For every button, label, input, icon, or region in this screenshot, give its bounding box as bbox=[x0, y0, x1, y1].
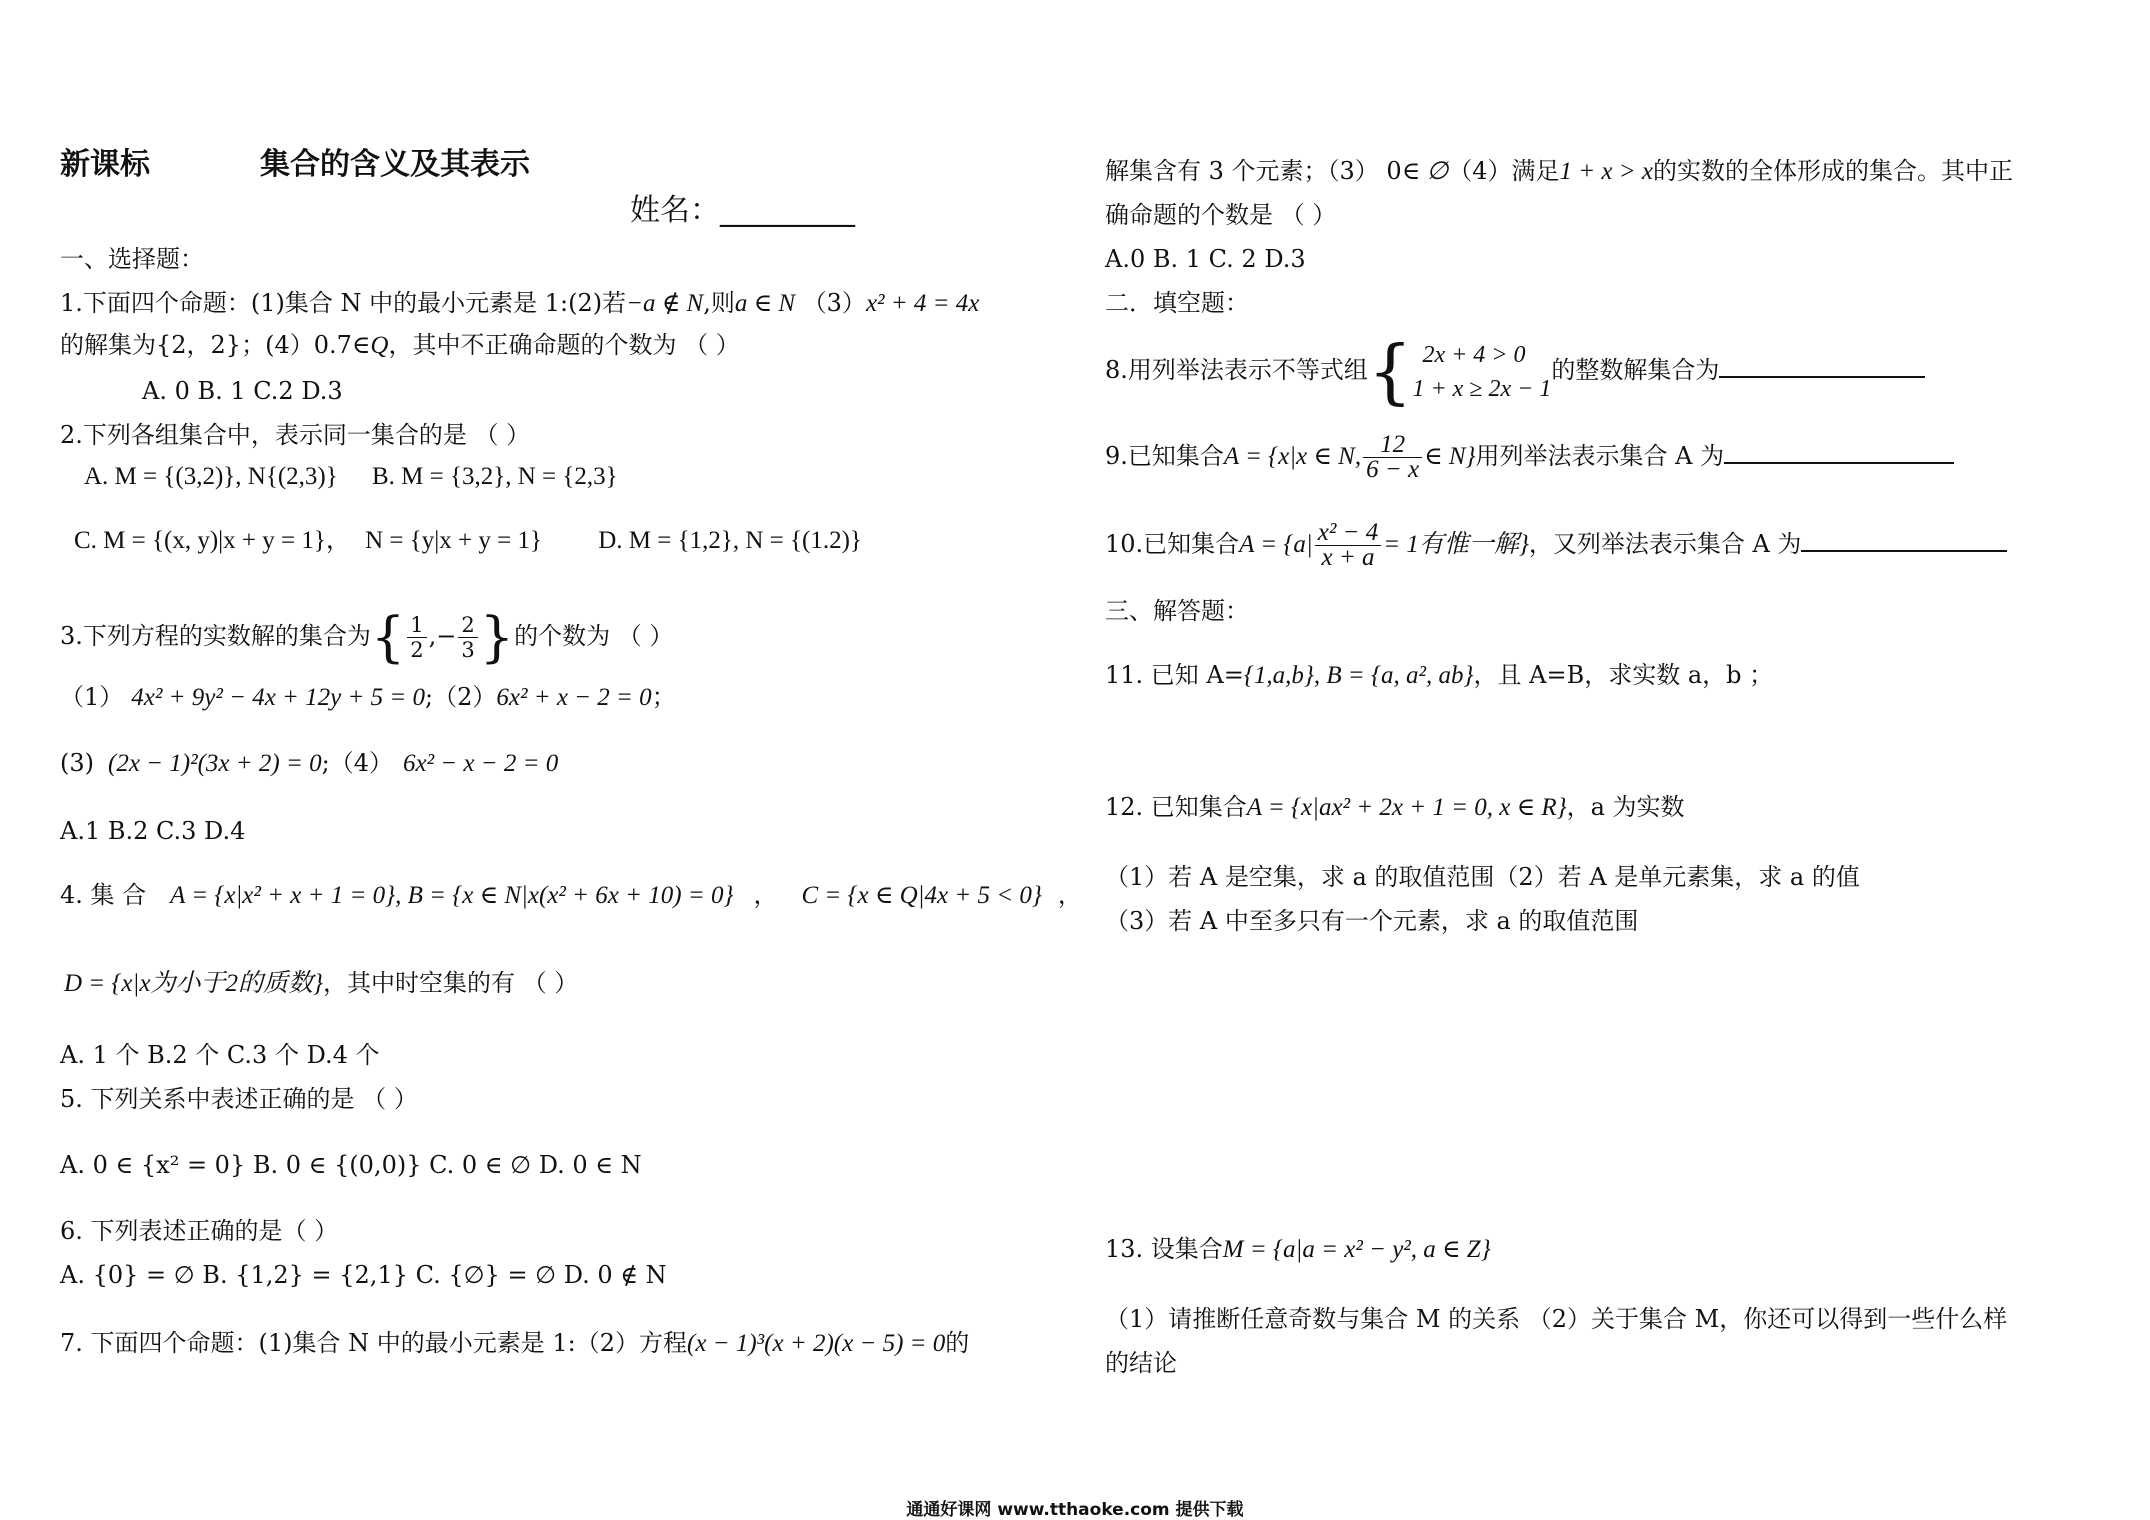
q10-text: ，又列举法表示集合 A 为 bbox=[1528, 530, 1802, 558]
q2-opt-d-text: D. M = {1,2}, N = {(1.2)} bbox=[598, 527, 862, 554]
q2-opt-c-text: C. M = {(x, y)|x + y = 1}， bbox=[74, 527, 351, 554]
q3-eq: 4x² + 9y² − 4x + 12y + 5 = 0 bbox=[131, 684, 426, 711]
q10-set: = 1有惟一解} bbox=[1383, 531, 1529, 558]
q7-line1 bbox=[60, 1328, 969, 1359]
q10-frac bbox=[1315, 521, 1381, 570]
q12-text: 12. 已知集合 bbox=[1105, 793, 1247, 821]
q1-text: ，其中不正确命题的个数为 （ ） bbox=[388, 331, 740, 359]
q11-line bbox=[1105, 660, 1773, 691]
q8-ineq: 2x + 4 > 0 bbox=[1422, 341, 1526, 368]
left-brace: { bbox=[1367, 330, 1413, 413]
q3-label: ； bbox=[651, 683, 676, 711]
q12-sub1: （1）若 A 是空集，求 a 的取值范围（2）若 A 是单元素集，求 a 的值 bbox=[1105, 863, 1860, 891]
q13-sub1: （1）请推断任意奇数与集合 M 的关系 （2）关于集合 M，你还可以得到一些什么样 bbox=[1105, 1305, 2008, 1333]
q10-line bbox=[1105, 508, 2007, 580]
q3-eq: (2x − 1)²(3x + 2) = 0 bbox=[108, 750, 322, 777]
q1-line2 bbox=[60, 330, 740, 361]
frac-den: 3 bbox=[461, 638, 475, 662]
q4-set: D = {x|x为小于2的质数} bbox=[64, 970, 323, 997]
frac-num: 2 bbox=[458, 613, 477, 638]
q3-text: 3.下列方程的实数解的集合为 bbox=[60, 622, 371, 650]
q7-line3: 确命题的个数是 （ ） bbox=[1105, 201, 1337, 229]
q6-options: A. {0} = ∅ B. {1,2} = {2,1} C. {∅} = ∅ D. 0 ∉ N bbox=[60, 1261, 667, 1289]
frac-den: 2 bbox=[410, 638, 424, 662]
q1-text: 的解集为{2，2}；(4）0.7 bbox=[60, 331, 352, 359]
q7-text: 的实数的全体形成的集合。其中正 bbox=[1652, 157, 2013, 185]
q13-text: 13. 设集合 bbox=[1105, 1235, 1223, 1263]
q7-math: 1 + x > x bbox=[1559, 158, 1653, 185]
q12-line bbox=[1105, 792, 1685, 823]
q9-text: 用列举法表示集合 A 为 bbox=[1475, 442, 1725, 470]
q3-eq: 6x² − x − 2 = 0 bbox=[402, 750, 559, 777]
q4-stem-2 bbox=[64, 968, 578, 999]
q4-text: 4. 集 合 bbox=[60, 881, 147, 909]
left-brace: { bbox=[370, 605, 406, 669]
right-brace: } bbox=[479, 605, 515, 669]
q3-eq: 6x² + x − 2 = 0 bbox=[496, 684, 652, 711]
q1-math: ∈Q bbox=[351, 332, 389, 359]
section1-heading: 一、选择题： bbox=[60, 245, 204, 273]
q8-system bbox=[1412, 338, 1551, 406]
q10-set: A = {a| bbox=[1239, 531, 1313, 558]
frac-num: 12 bbox=[1363, 433, 1422, 458]
q9-text: 9.已知集合 bbox=[1105, 442, 1224, 470]
q4-text: ， bbox=[753, 881, 778, 909]
frac-num: 1 bbox=[407, 613, 426, 638]
q5-stem: 5. 下列关系中表述正确的是 （ ） bbox=[60, 1085, 418, 1113]
q3-eqs-2 bbox=[60, 748, 558, 779]
q10-answer-blank[interactable] bbox=[1801, 520, 2007, 552]
q2-option-c bbox=[74, 526, 862, 556]
q8-text: 的整数解集合为 bbox=[1551, 356, 1720, 384]
name-line bbox=[630, 193, 855, 228]
q12-sub2: （3）若 A 中至多只有一个元素，求 a 的取值范围 bbox=[1105, 907, 1639, 935]
q13-line bbox=[1105, 1234, 1491, 1265]
q2-option-a bbox=[84, 462, 618, 492]
q7-options: A.0 B. 1 C. 2 D.3 bbox=[1105, 245, 1306, 273]
q3-label: ;（4） bbox=[321, 749, 393, 777]
page-footer: 通通好课网 www.tthaoke.com 提供下载 bbox=[906, 1500, 1244, 1520]
q3-eqs-1 bbox=[60, 682, 676, 713]
q10-text: 10.已知集合 bbox=[1105, 530, 1240, 558]
q2-opt-b-text: B. M = {3,2}, N = {2,3} bbox=[372, 463, 618, 490]
q3-sep: ,− bbox=[428, 622, 457, 650]
q3-options: A.1 B.2 C.3 D.4 bbox=[60, 817, 246, 845]
course-label: 新课标 bbox=[60, 147, 150, 182]
q1-text: 1.下面四个命题：(1)集合 N 中的最小元素是 1:(2)若 bbox=[60, 289, 627, 317]
q3-frac2 bbox=[458, 613, 477, 662]
q1-math: a ∈ N bbox=[734, 290, 796, 317]
q8-ineq: 1 + x ≥ 2x − 1 bbox=[1412, 375, 1552, 402]
section3-heading: 三、解答题： bbox=[1105, 597, 1249, 625]
q7-text: 解集含有 3 个元素；（3） 0 bbox=[1105, 157, 1402, 185]
q11-set: {1,a,b}, B = {a, a², ab} bbox=[1243, 662, 1474, 689]
q3-label: (3) bbox=[60, 749, 94, 777]
q3-stem bbox=[60, 605, 674, 669]
q5-options: A. 0 ∈ {x² = 0} B. 0 ∈ {(0,0)} C. 0 ∈ ∅ D. 0 ∈ N bbox=[60, 1151, 642, 1179]
q4-options: A. 1 个 B.2 个 C.3 个 D.4 个 bbox=[60, 1041, 380, 1069]
q12-set: A = {x|ax² + 2x + 1 = 0, x ∈ R} bbox=[1246, 794, 1567, 821]
page-title: 集合的含义及其表示 bbox=[260, 147, 530, 182]
q1-text: （3） bbox=[795, 289, 866, 317]
q7-math: (x − 1)³(x + 2)(x − 5) = 0 bbox=[687, 1330, 946, 1357]
q2-opt-c2-text: N = {y|x + y = 1} bbox=[365, 527, 542, 554]
q13-set: M = {a|a = x² − y², a ∈ Z} bbox=[1222, 1236, 1491, 1263]
q12-text: ，a 为实数 bbox=[1566, 793, 1685, 821]
q13-sub2: 的结论 bbox=[1105, 1349, 1177, 1377]
q8-line bbox=[1105, 330, 1925, 413]
q1-math: −a ∉ N bbox=[626, 290, 704, 317]
q6-stem: 6. 下列表述正确的是（ ） bbox=[60, 1217, 339, 1245]
q9-set: ∈ N} bbox=[1424, 443, 1476, 470]
q4-set: C = {x ∈ Q|4x + 5 < 0} bbox=[801, 882, 1042, 909]
q3-label: （1） bbox=[60, 683, 124, 711]
frac-den: 6 − x bbox=[1366, 456, 1420, 483]
q9-frac bbox=[1363, 433, 1422, 482]
name-blank: _________ bbox=[720, 193, 855, 228]
q3-label: ;（2） bbox=[425, 683, 497, 711]
q1-line1 bbox=[60, 288, 979, 319]
q2-opt-a-text: A. M = {(3,2)}, N{(2,3)} bbox=[84, 463, 338, 490]
q7-math: ∈ ∅ bbox=[1401, 158, 1449, 185]
q9-set: A = {x|x ∈ N, bbox=[1223, 443, 1362, 470]
q7-line2 bbox=[1105, 156, 2013, 187]
q9-answer-blank[interactable] bbox=[1724, 432, 1954, 464]
frac-den: x + a bbox=[1321, 544, 1375, 571]
q11-text: 11. 已知 A= bbox=[1105, 661, 1244, 689]
q1-text: ,则 bbox=[703, 289, 735, 317]
q9-line bbox=[1105, 420, 1954, 492]
q1-options: A. 0 B. 1 C.2 D.3 bbox=[142, 377, 343, 405]
frac-num: x² − 4 bbox=[1315, 521, 1381, 546]
q2-stem: 2.下列各组集合中，表示同一集合的是 （ ） bbox=[60, 421, 531, 449]
q11-text: ，且 A=B，求实数 a，b ； bbox=[1473, 661, 1774, 689]
q8-text: 8.用列举法表示不等式组 bbox=[1105, 356, 1368, 384]
q7-text: 7. 下面四个命题：(1)集合 N 中的最小元素是 1:（2）方程 bbox=[60, 1329, 688, 1357]
q1-math: x² + 4 = 4x bbox=[865, 290, 980, 317]
q8-answer-blank[interactable] bbox=[1719, 346, 1925, 378]
q4-text: ，其中时空集的有 （ ） bbox=[323, 969, 579, 997]
section2-heading: 二．填空题： bbox=[1105, 289, 1249, 317]
q7-text: 的 bbox=[945, 1329, 970, 1357]
q7-text: （4）满足 bbox=[1448, 157, 1560, 185]
name-label: 姓名： bbox=[630, 193, 720, 228]
q4-stem bbox=[60, 880, 1082, 911]
q4-text: ， bbox=[1057, 881, 1082, 909]
q3-frac1 bbox=[407, 613, 426, 662]
q4-set: A = {x|x² + x + 1 = 0}, B = {x ∈ N|x(x² + 6x + 10) = 0} bbox=[170, 882, 734, 909]
q3-text: 的个数为 （ ） bbox=[514, 622, 674, 650]
